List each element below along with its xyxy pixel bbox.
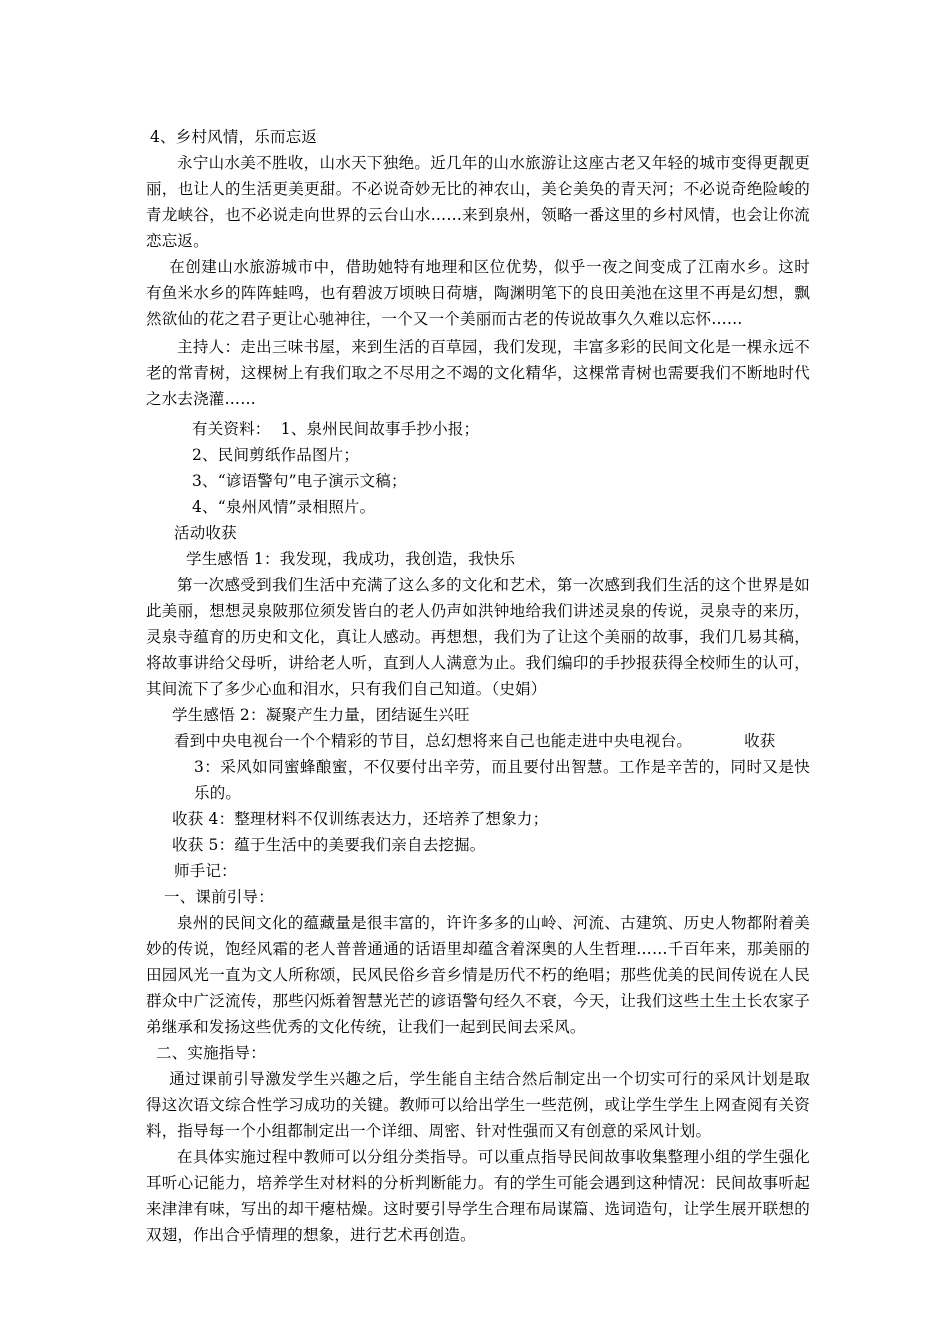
part-heading: 二、实施指导： [156, 1044, 266, 1062]
insight-title: 学生感悟 2：凝聚产生力量，团结诞生兴旺 [172, 706, 470, 724]
paragraph: 泉州的民间文化的蕴藏量是很丰富的，许许多多的山岭、河流、古建筑、历史人物都附着美妙的传说，饱经风霜的老人普普通通的话语里却蕴含着深奥的人生哲理……千百年来，那美丽的田园风光一直为文人所称颂，民风民俗乡音乡情是历代不朽的绝唱；那些优美的民间传说在人民群众中广泛流传，那些闪烁着智慧光芒的谚语警句经久不衰，今天，让我们这些土生土长农家子弟继承和发扬这些优秀的文化传统，让我们一起到民间去采风。 [146, 914, 810, 1036]
resources-list [146, 416, 810, 520]
insight-body: 看到中央电视台一个个精彩的节目，总幻想将来自己也能走进中央电视台。 收获 [174, 732, 776, 750]
harvest-label: 收获 [744, 732, 776, 750]
teacher-notes-title: 师手记： [174, 862, 237, 880]
part-heading: 一、课前引导： [164, 888, 274, 906]
resource-item: 2、民间剪纸作品图片； [192, 446, 360, 464]
paragraph: 通过课前引导激发学生兴趣之后，学生能自主结合然后制定出一个切实可行的采风计划是取得这次语文综合性学习成功的关键。教师可以给出学生一些范例，或让学生学生上网查阅有关资料，指导每一个小组都制定出一个详细、周密、针对性强而又有创意的采风计划。 [146, 1070, 810, 1140]
harvest-item: 收获 4：整理材料不仅训练表达力，还培养了想象力； [172, 810, 549, 828]
document-body [146, 124, 810, 1248]
section-heading: 4、乡村风情，乐而忘返 [150, 128, 318, 146]
harvest-body: 3：采风如同蜜蜂酿蜜，不仅要付出辛劳，而且要付出智慧。工作是辛苦的，同时又是快乐的。 [194, 758, 810, 802]
paragraph: 在具体实施过程中教师可以分组分类指导。可以重点指导民间故事收集整理小组的学生强化耳听心记能力，培养学生对材料的分析判断能力。有的学生可能会遇到这种情况：民间故事听起来津津有味，写出的却干瘪枯燥。这时要引导学生合理布局谋篇、选词造句，让学生展开联想的双翅，作出合乎情理的想象，进行艺术再创造。 [146, 1148, 810, 1244]
resource-item: 4、“泉州风情”录相照片。 [192, 498, 376, 516]
paragraph: 永宁山水美不胜收，山水天下独绝。近几年的山水旅游让这座古老又年轻的城市变得更靓更丽，也让人的生活更美更甜。不必说奇妙无比的神农山，美仑美奂的青天河；不必说奇绝险峻的青龙峡谷，也不必说走向世界的云台山水……来到泉州，领略一番这里的乡村风情，也会让你流恋忘返。 [146, 154, 810, 250]
resources-label: 有关资料： [192, 420, 271, 438]
resource-item: 有关资料： 1、泉州民间故事手抄小报； [192, 420, 480, 438]
insight-body: 第一次感受到我们生活中充满了这么多的文化和艺术，第一次感到我们生活的这个世界是如此美丽，想想灵泉陂那位须发皆白的老人仍声如洪钟地给我们讲述灵泉的传说，灵泉寺的来历，灵泉寺蕴育的历史和文化，真让人感动。再想想，我们为了让这个美丽的故事，我们几易其稿，将故事讲给父母听，讲给老人听，直到人人满意为止。我们编印的手抄报获得全校师生的认可，其间流下了多少心血和泪水，只有我们自己知道。（史娟） [146, 576, 810, 698]
harvest-item: 收获 5：蕴于生活中的美要我们亲自去挖掘。 [172, 836, 486, 854]
harvest-title: 活动收获 [174, 524, 237, 542]
host-paragraph: 主持人：走出三味书屋，来到生活的百草园，我们发现，丰富多彩的民间文化是一棵永远不老的常青树，这棵树上有我们取之不尽用之不竭的文化精华，这棵常青树也需要我们不断地时代之水去浇灌…… [146, 338, 810, 408]
paragraph: 在创建山水旅游城市中，借助她特有地理和区位优势，似乎一夜之间变成了江南水乡。这时有鱼米水乡的阵阵蛙鸣，也有碧波万顷映日荷塘，陶渊明笔下的良田美池在这里不再是幻想，飘然欲仙的花之君子更让心驰神往，一个又一个美丽而古老的传说故事久久难以忘怀…… [146, 258, 810, 328]
resource-item: 3、“谚语警句”电子演示文稿； [192, 472, 407, 490]
insight-title: 学生感悟 1：我发现，我成功，我创造，我快乐 [186, 550, 516, 568]
